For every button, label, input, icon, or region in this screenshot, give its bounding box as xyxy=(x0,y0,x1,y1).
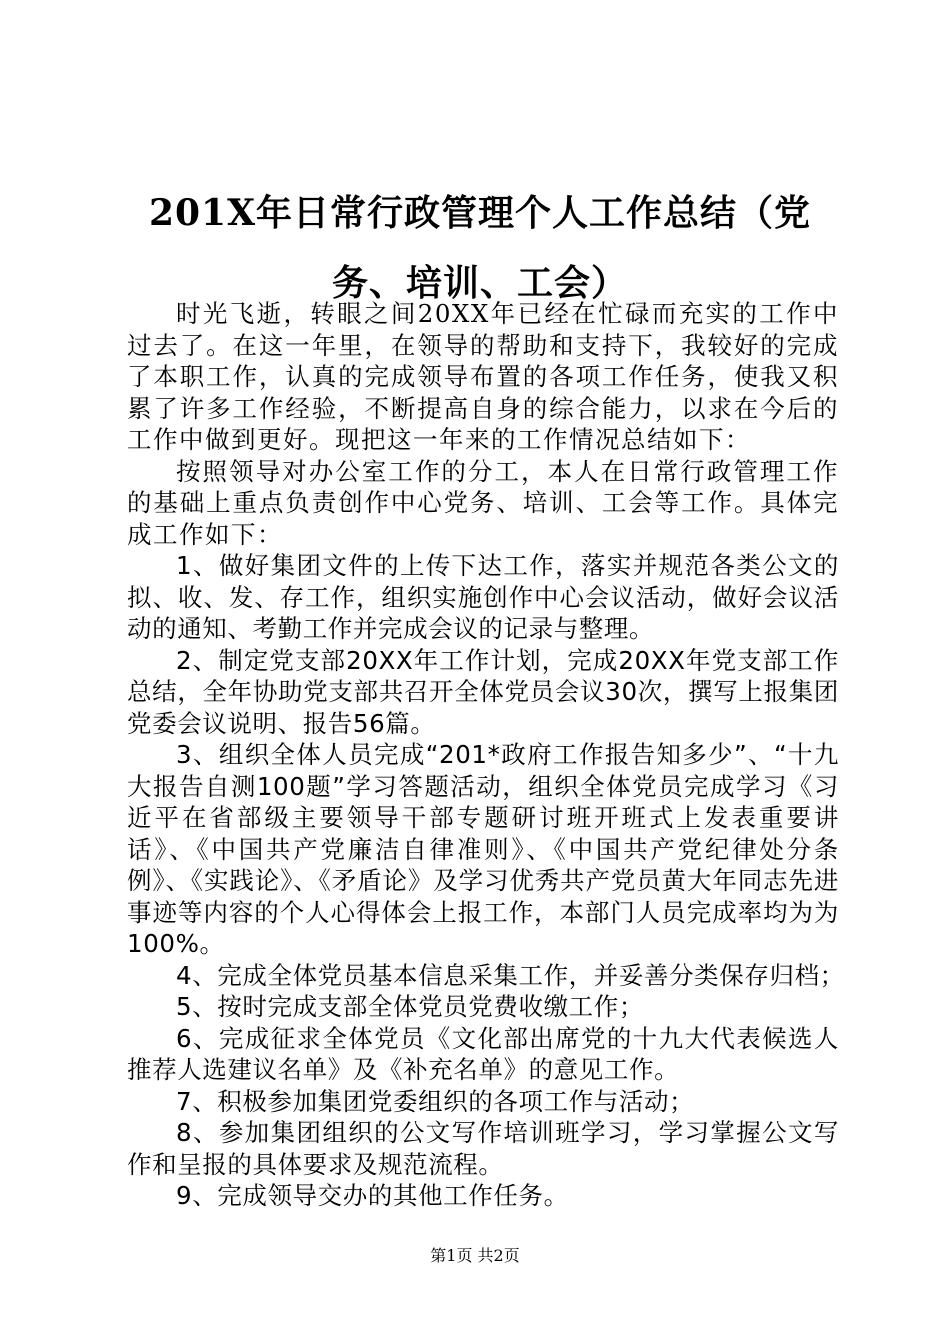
list-item: 5、按时完成支部全体党员党费收缴工作； xyxy=(176,992,644,1021)
intro-paragraph: 按照领导对办公室工作的分工，本人在日常行政管理工作的基础上重点负责创作中心党务、培训、工会等工作。具体完成工作如下： xyxy=(127,456,839,549)
list-item: 8、参加集团组织的公文写作培训班学习，学习掌握公文写作和呈报的具体要求及规范流程。 xyxy=(127,1118,839,1179)
list-item: 1、做好集团文件的上传下达工作，落实并规范各类公文的拟、收、发、存工作，组织实施创作中心会议活动，做好会议活动的通知、考勤工作并完成会议的记录与整理。 xyxy=(127,551,839,643)
list-item: 4、完成全体党员基本信息采集工作，并妥善分类保存归档； xyxy=(176,960,845,990)
document-title: 201X年日常行政管理个人工作总结（党务、培训、工会） xyxy=(148,192,812,304)
list-item: 7、积极参加集团党委组织的各项工作与活动； xyxy=(176,1086,695,1116)
list-item: 2、制定党支部20XX年工作计划，完成20XX年党支部工作总结，全年协助党支部共召开全体党员会议30次，撰写上报集团党委会议说明、报告56篇。 xyxy=(127,645,839,738)
list-item: 6、完成征求全体党员《文化部出席党的十九大代表候选人推荐人选建议名单》及《补充名单》的意见工作。 xyxy=(127,1023,839,1084)
list-item: 9、完成领导交办的其他工作任务。 xyxy=(176,1181,569,1210)
intro-paragraph: 时光飞逝，转眼之间20XX年已经在忙碌而充实的工作中过去了。在这一年里，在领导的帮助和支持下，我较好的完成了本职工作，认真的完成领导布置的各项工作任务，使我又积累了许多工作经验，不断提高自身的综合能力，以求在今后的工作中做到更好。现把这一年来的工作情况总结如下： xyxy=(127,299,839,454)
page-number-footer: 第1页 共2页 xyxy=(430,1246,520,1265)
list-item: 3、组织全体人员完成“201*政府工作报告知多少”、“十九大报告自测100题”学习答题活动，组织全体党员完成学习《习近平在省部级主要领导干部专题研讨班开班式上发表重要讲话》、《中国共产党廉洁自律准则》、《中国共产党纪律处分条例》、《实践论》、《矛盾论》及学习优秀共产党员黄大年同志先进事迹等内容的个人心得体会上报工作，本部门人员完成率均为为100%。 xyxy=(127,740,839,958)
document-body xyxy=(127,298,845,1212)
